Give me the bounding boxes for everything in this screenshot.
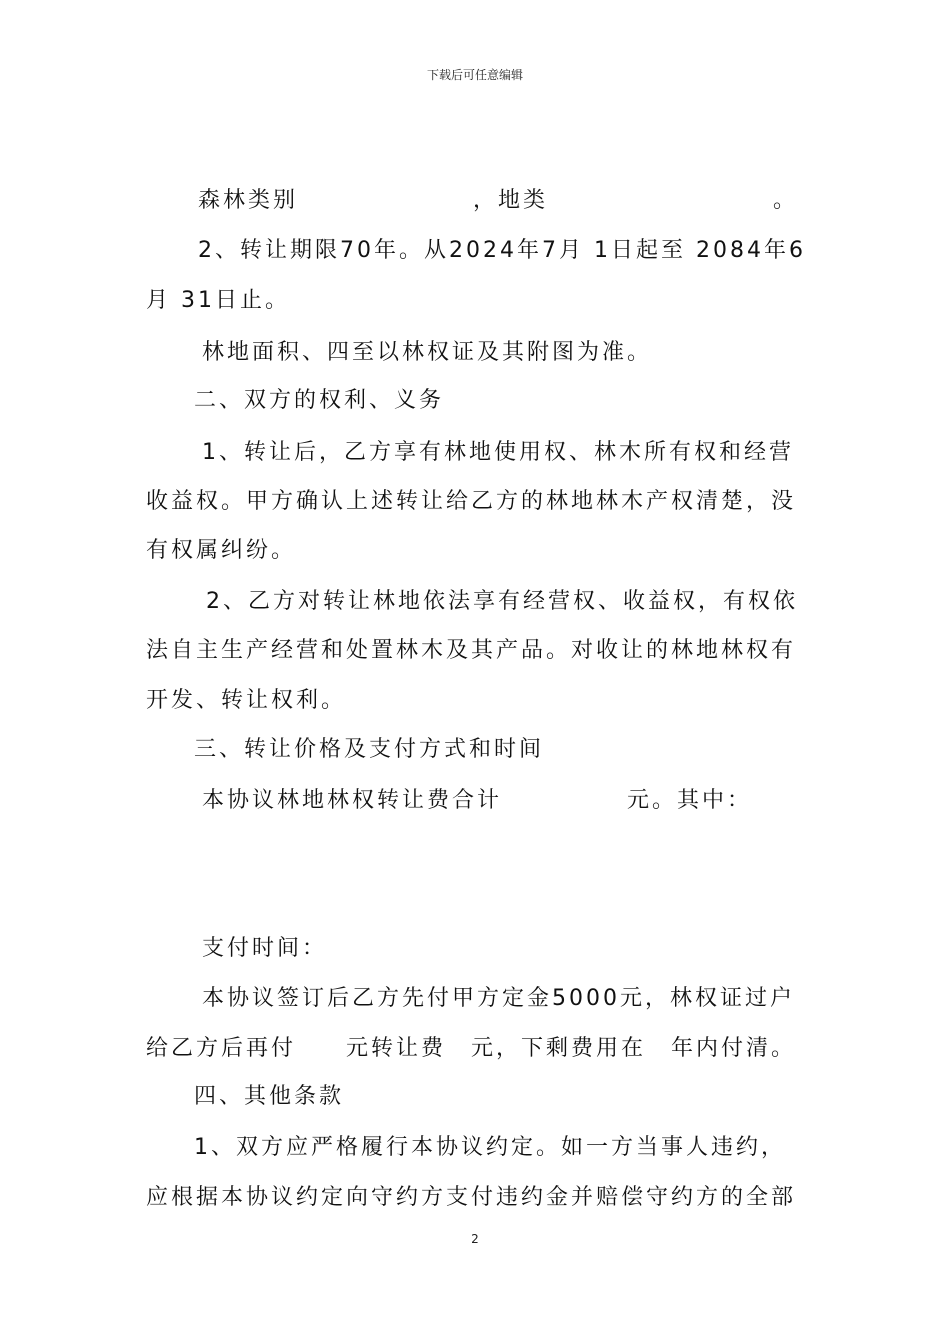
text-line-remaining-payment: 给乙方后再付 元转让费 元，下剩费用在 年内付清。: [146, 1036, 797, 1061]
text-line-term-end: 月 31日止。: [146, 288, 290, 313]
text-line-clause-1b: 收益权。甲方确认上述转让给乙方的林地林木产权清楚，没: [146, 489, 797, 514]
text-line-breach-b: 应根据本协议约定向守约方支付违约金并赔偿守约方的全部: [146, 1185, 797, 1210]
text-line-clause-2a: 2、乙方对转让林地依法享有经营权、收益权，有权依: [206, 589, 798, 614]
text-line-forest-category: 森林类别 ，地类 。: [198, 188, 799, 213]
page-header-note: 下载后可任意编辑: [426, 68, 523, 82]
text-line-clause-2c: 开发、转让权利。: [146, 688, 347, 713]
page-number: 2: [471, 1232, 479, 1246]
text-line-area-boundary: 林地面积、四至以林权证及其附图为准。: [202, 340, 653, 365]
text-line-deposit: 本协议签订后乙方先付甲方定金5000元，林权证过户: [202, 986, 795, 1011]
section-heading-rights-obligations: 二、双方的权利、义务: [194, 388, 445, 413]
text-line-payment-time: 支付时间：: [202, 936, 328, 961]
text-line-breach-a: 1、双方应严格履行本协议约定。如一方当事人违约，: [194, 1135, 786, 1160]
text-line-clause-1c: 有权属纠纷。: [146, 538, 297, 563]
text-line-total-fee: 本协议林地林权转让费合计 元。其中：: [202, 788, 753, 813]
text-line-clause-2b: 法自主生产经营和处置林木及其产品。对收让的林地林权有: [146, 638, 797, 663]
text-line-clause-1a: 1、转让后，乙方享有林地使用权、林木所有权和经营: [202, 440, 794, 465]
section-heading-price-payment: 三、转让价格及支付方式和时间: [194, 737, 545, 762]
text-line-term: 2、转让期限70年。从2024年7月 1日起至 2084年6: [198, 238, 806, 263]
section-heading-other-terms: 四、其他条款: [194, 1084, 345, 1109]
